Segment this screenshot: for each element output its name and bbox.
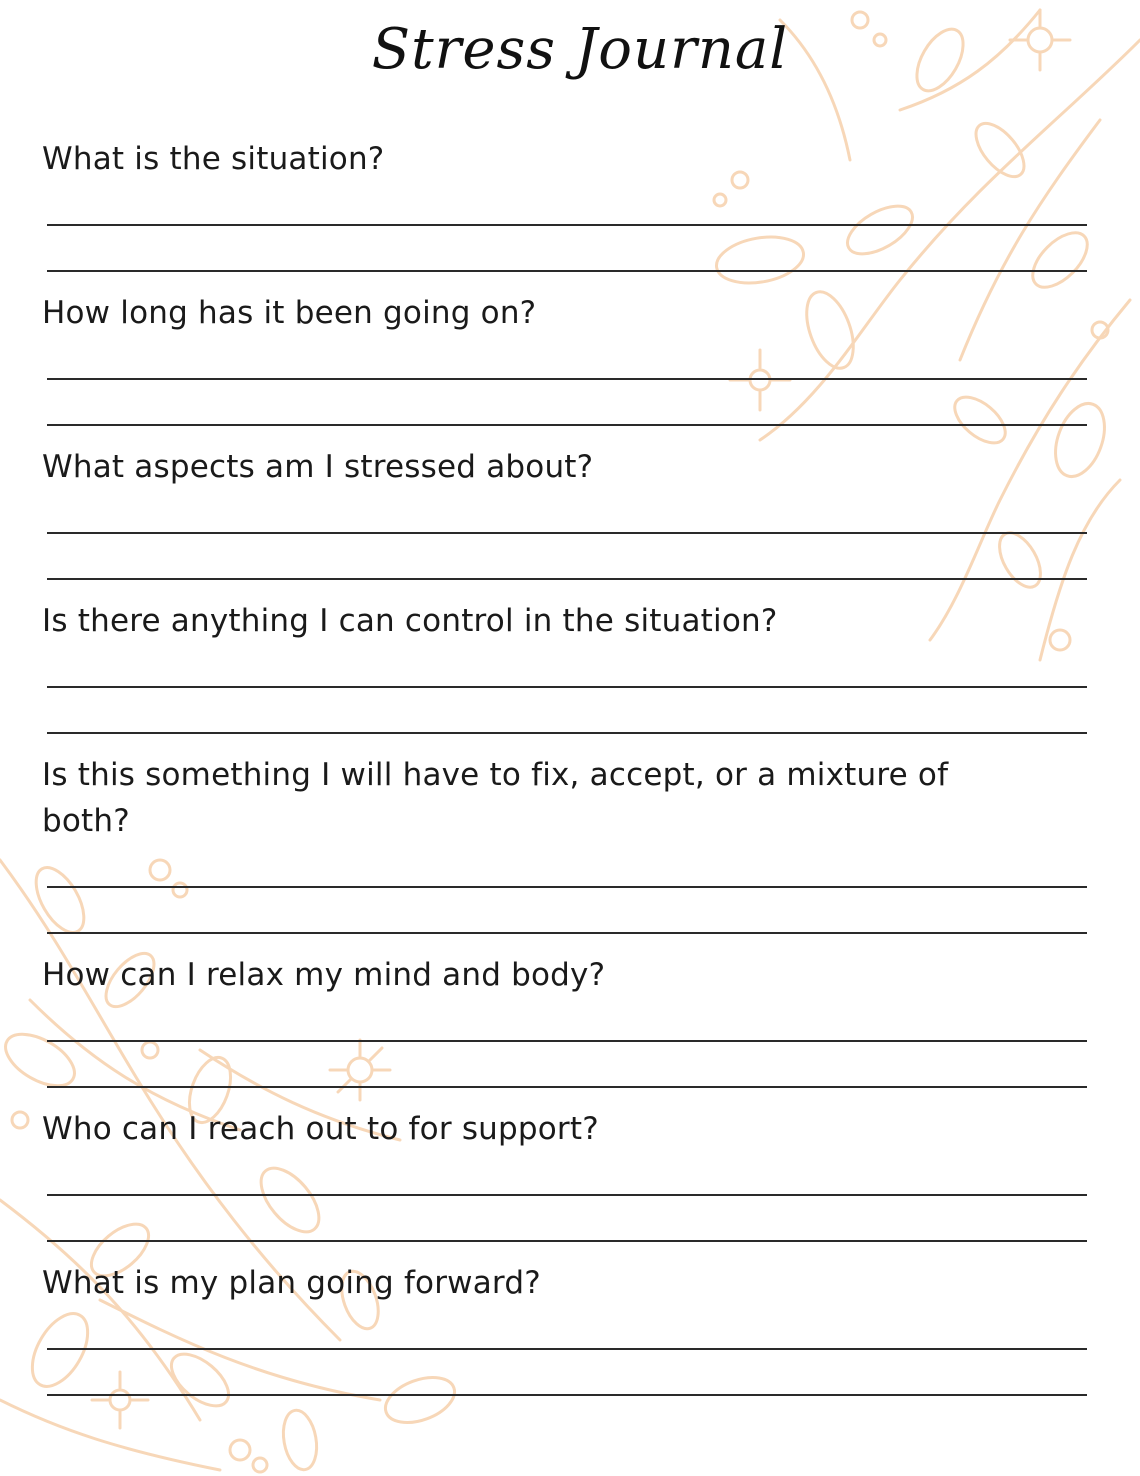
question-duration: How long has it been going on?	[42, 295, 537, 331]
answer-line[interactable]	[47, 732, 1087, 734]
question-situation: What is the situation?	[42, 141, 385, 177]
page-title: Stress Journal	[371, 17, 789, 82]
answer-line[interactable]	[47, 1394, 1087, 1396]
question-control: Is there anything I can control in the situation?	[42, 603, 778, 639]
question-aspects: What aspects am I stressed about?	[42, 449, 594, 485]
answer-line[interactable]	[47, 1086, 1087, 1088]
question-relax: How can I relax my mind and body?	[42, 957, 606, 993]
answer-line[interactable]	[47, 270, 1087, 272]
answer-line[interactable]	[47, 686, 1087, 688]
answer-line[interactable]	[47, 932, 1087, 934]
question-fix-or-accept: Is this something I will have to fix, accept, or a mixture of both?	[42, 757, 949, 839]
answer-line[interactable]	[47, 1348, 1087, 1350]
question-support: Who can I reach out to for support?	[42, 1111, 599, 1147]
answer-line[interactable]	[47, 886, 1087, 888]
answer-line[interactable]	[47, 578, 1087, 580]
question-plan: What is my plan going forward?	[42, 1265, 541, 1301]
answer-line[interactable]	[47, 1194, 1087, 1196]
answer-line[interactable]	[47, 1040, 1087, 1042]
answer-line[interactable]	[47, 532, 1087, 534]
answer-line[interactable]	[47, 378, 1087, 380]
answer-line[interactable]	[47, 424, 1087, 426]
answer-line[interactable]	[47, 224, 1087, 226]
answer-line[interactable]	[47, 1240, 1087, 1242]
